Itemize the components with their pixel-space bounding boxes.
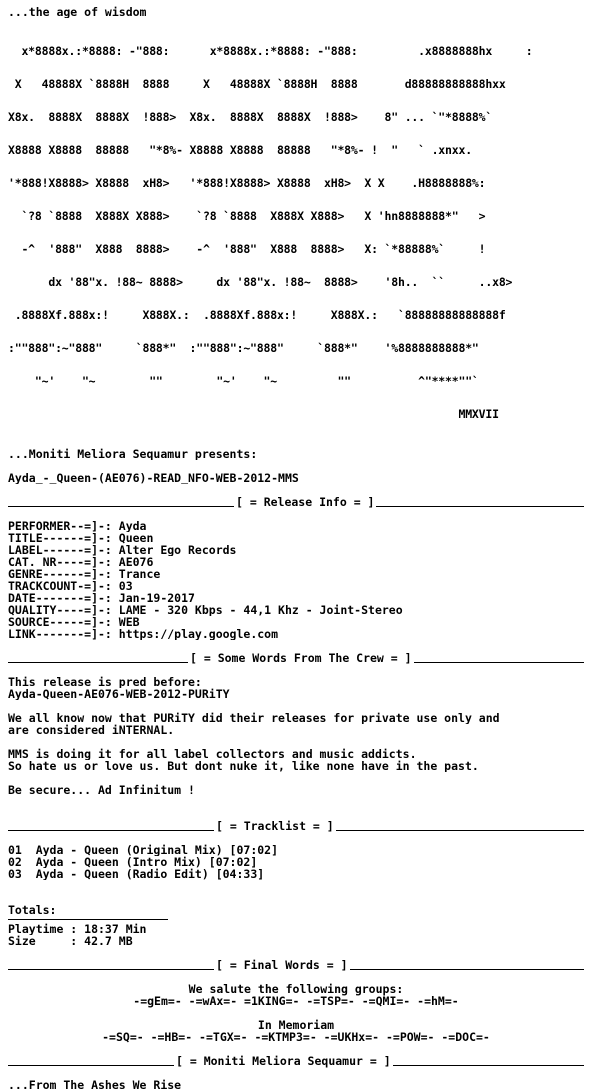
totals-divider: [8, 918, 168, 920]
release-info-row: CAT. NR----=]-: AE076: [8, 556, 154, 568]
section-title: [ = Some Words From The Crew = ]: [190, 651, 412, 665]
ascii-art-line: :""888":~"888" `888*" :""888":~"888" `888*" '%8888888888*": [8, 341, 479, 355]
release-info-row: DATE-------=]-: Jan-19-2017: [8, 592, 195, 604]
section-title: [ = Moniti Meliora Sequamur = ]: [176, 1054, 391, 1068]
ascii-art-line: "~' "~ "" "~' "~ "" ^"****""`: [8, 374, 479, 388]
memoriam-groups: -=SQ=- -=HB=- -=TGX=- -=KTMP3=- -=UKHx=- -=POW=- -=DOC=-: [102, 1030, 490, 1044]
section-rule-footer: [8, 1055, 584, 1067]
ascii-art-line: `?8 `8888 X888X X888> `?8 `8888 X888X X888> X 'hn8888888*" >: [8, 209, 486, 223]
crew-paragraph: So hate us or love us. But dont nuke it, like none have in the past.: [8, 760, 479, 772]
ascii-art-line: X 48888X `8888H 8888 X 48888X `8888H 8888 d88888888888hxx: [8, 77, 506, 91]
outro-text: ...From The Ashes We Rise: [8, 1079, 182, 1091]
track-row: 02 Ayda - Queen (Intro Mix) [07:02]: [8, 856, 258, 868]
release-info-row: SOURCE-----=]-: WEB: [8, 616, 140, 628]
salute-groups: -=gEm=- -=wAx=- =1KING=- -=TSP=- -=QMI=- -=hM=-: [133, 994, 459, 1008]
presents-text: ...Moniti Meliora Sequamur presents:: [8, 448, 258, 460]
section-title: [ = Final Words = ]: [216, 958, 348, 972]
ascii-art-line: X8x. 8888X 8888X !888> X8x. 8888X 8888X !888> 8" ... `"*8888%`: [8, 110, 493, 124]
release-info-row: GENRE------=]-: Trance: [8, 568, 161, 580]
ascii-art-line: '*888!X8888> X8888 xH8> '*888!X8888> X8888 xH8> X X .H8888888%:: [8, 176, 486, 190]
track-row: 01 Ayda - Queen (Original Mix) [07:02]: [8, 844, 279, 856]
section-title: [ = Tracklist = ]: [216, 819, 334, 833]
release-name: Ayda_-_Queen-(AE076)-READ_NFO-WEB-2012-MMS: [8, 472, 299, 484]
track-row: 03 Ayda - Queen (Radio Edit) [04:33]: [8, 868, 265, 880]
ascii-art-line: x*8888x.:*8888: -"888: x*8888x.:*8888: -"888: .x8888888hx :: [8, 44, 533, 58]
crew-paragraph: MMS is doing it for all label collectors and music addicts.: [8, 748, 417, 760]
ascii-art-line: X8888 X8888 88888 "*8%- X8888 X8888 88888 "*8%- ! " ` .xnxx.: [8, 143, 472, 157]
totals-heading: Totals:: [8, 904, 57, 916]
totals-size: Size : 42.7 MB: [8, 935, 133, 947]
ascii-art-line: -^ '888" X888 8888> -^ '888" X888 8888> X: `*88888%` !: [8, 242, 486, 256]
crew-paragraph: are considered iNTERNAL.: [8, 724, 175, 736]
release-info-row: TRACKCOUNT-=]-: 03: [8, 580, 133, 592]
section-rule-tracklist: [8, 820, 584, 832]
totals-playtime: Playtime : 18:37 Min: [8, 923, 147, 935]
section-rule-release-info: [8, 496, 584, 508]
section-rule-crew-words: [8, 652, 584, 664]
tracklist: [8, 844, 592, 880]
section-title: [ = Release Info = ]: [236, 495, 375, 509]
release-info-row: TITLE------=]-: Queen: [8, 532, 154, 544]
crew-paragraph: We all know now that PURiTY did their releases for private use only and: [8, 712, 500, 724]
release-info-row: LINK-------=]-: https://play.google.com: [8, 628, 279, 640]
ascii-art-line: .8888Xf.888x:! X888X.: .8888Xf.888x:! X888X.: `88888888888888f: [8, 308, 506, 322]
crew-pred-release: Ayda-Queen-AE076-WEB-2012-PURiTY: [8, 688, 230, 700]
release-info-row: LABEL------=]-: Alter Ego Records: [8, 544, 237, 556]
ascii-art-logo: [8, 24, 592, 442]
crew-pred-line: This release is pred before:: [8, 676, 202, 688]
release-info-row: QUALITY----=]-: LAME - 320 Kbps - 44,1 Khz - Joint-Stereo: [8, 604, 403, 616]
ascii-art-line: dx '88"x. !88~ 8888> dx '88"x. !88~ 8888> '8h.. `` ..x8>: [8, 275, 513, 289]
salute-heading: We salute the following groups:: [188, 982, 404, 996]
crew-closing: Be secure... Ad Infinitum !: [8, 784, 195, 796]
ascii-art-line: MMXVII: [8, 407, 499, 421]
release-info-row: PERFORMER--=]-: Ayda: [8, 520, 147, 532]
release-info-list: [8, 520, 592, 640]
intro-text: ...the age of wisdom: [8, 6, 147, 18]
section-rule-final-words: [8, 959, 584, 971]
memoriam-heading: In Memoriam: [257, 1018, 335, 1032]
